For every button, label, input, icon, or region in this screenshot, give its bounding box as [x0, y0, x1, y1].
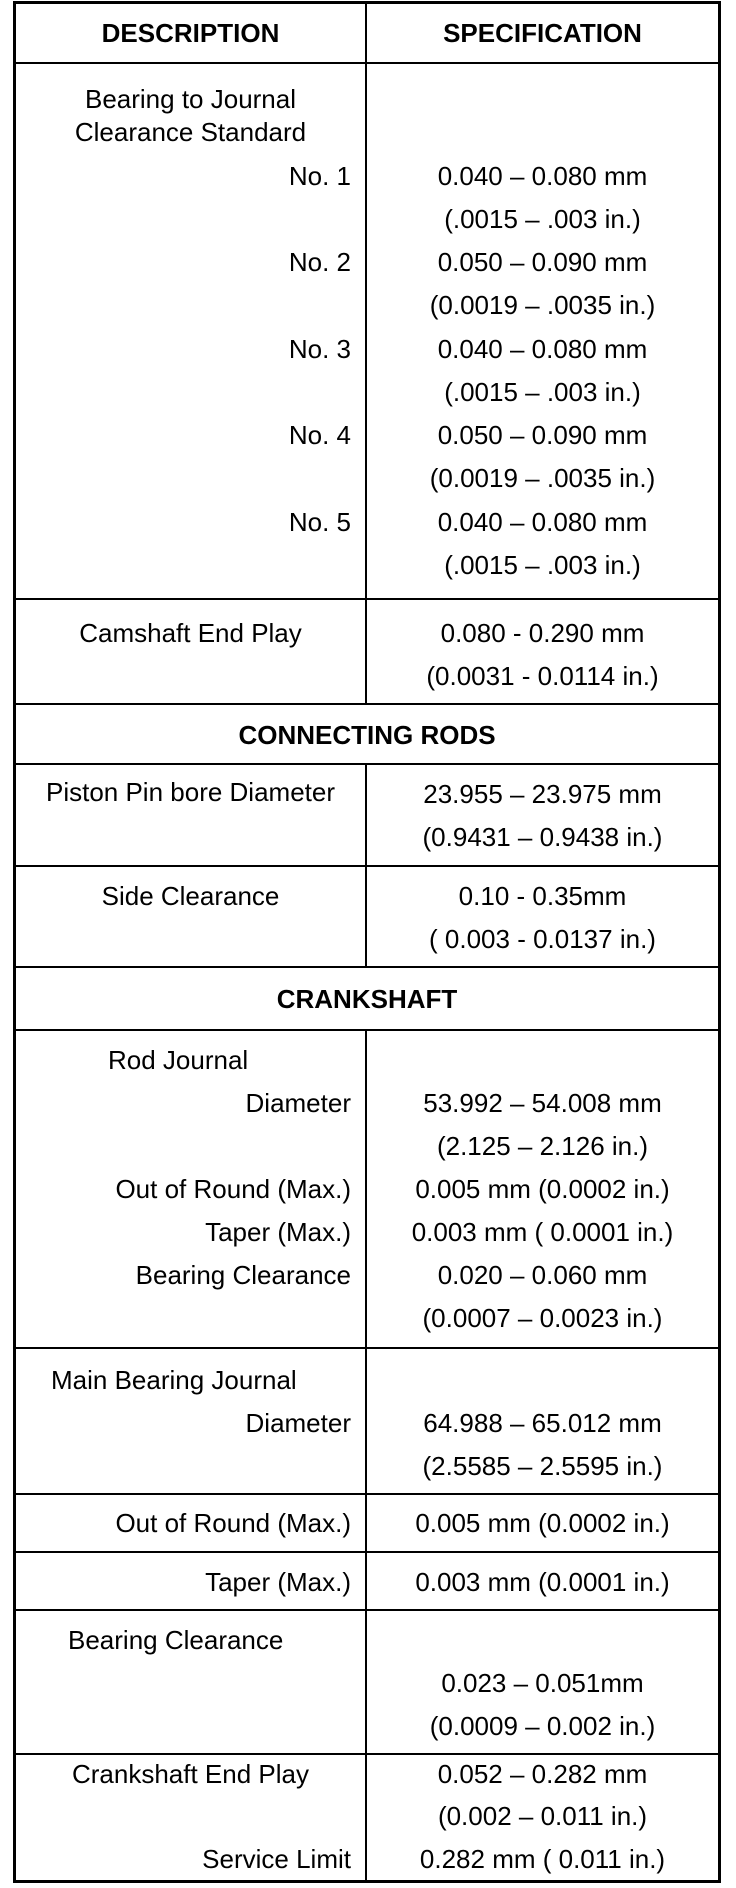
- header-row: [16, 4, 718, 64]
- journal-5-inch: (.0015 – .003 in.): [444, 550, 641, 580]
- side-clearance-row: [16, 867, 718, 968]
- out-of-round-desc-cell: [16, 1495, 367, 1551]
- side-clearance-label: Side Clearance: [101, 881, 280, 911]
- taper-spec-cell: [367, 1553, 718, 1609]
- bearing-clearance-title-line2: Clearance Standard: [74, 117, 307, 147]
- journal-2-inch: (0.0019 – .0035 in.): [429, 290, 656, 320]
- camshaft-end-play-desc-cell: [16, 600, 367, 703]
- camshaft-end-play-row: [16, 600, 718, 705]
- main-journal-diameter-inch: (2.5585 – 2.5595 in.): [422, 1451, 663, 1481]
- bearing-clearance-row: [16, 64, 718, 600]
- piston-pin-row: [16, 765, 718, 867]
- service-limit-label: Service Limit: [202, 1844, 351, 1874]
- camshaft-end-play-inch: (0.0031 - 0.0114 in.): [426, 661, 659, 691]
- taper-value: 0.003 mm (0.0001 in.): [415, 1567, 670, 1597]
- rod-journal-bearing-clearance-label: Bearing Clearance: [135, 1260, 351, 1290]
- camshaft-end-play-mm: 0.080 - 0.290 mm: [440, 618, 645, 648]
- journal-3-mm: 0.040 – 0.080 mm: [437, 334, 648, 364]
- main-journal-desc-cell: [16, 1349, 367, 1493]
- out-of-round-spec-cell: [367, 1495, 718, 1551]
- rod-journal-out-of-round-value: 0.005 mm (0.0002 in.): [415, 1174, 670, 1204]
- journal-4-inch: (0.0019 – .0035 in.): [429, 463, 656, 493]
- service-limit-value: 0.282 mm ( 0.011 in.): [419, 1844, 666, 1874]
- main-journal-label: Main Bearing Journal: [51, 1365, 297, 1395]
- taper-desc-cell: [16, 1553, 367, 1609]
- main-journal-diameter-label: Diameter: [245, 1408, 351, 1438]
- piston-pin-label: Piston Pin bore Diameter: [45, 777, 336, 807]
- piston-pin-spec-cell: [367, 765, 718, 865]
- crankshaft-title: CRANKSHAFT: [276, 984, 458, 1014]
- connecting-rods-section-row: [16, 705, 718, 765]
- crank-bearing-clearance-row: [16, 1611, 718, 1755]
- rod-journal-label: Rod Journal: [108, 1045, 249, 1075]
- crank-end-play-row: [16, 1755, 718, 1883]
- camshaft-end-play-spec-cell: [367, 600, 718, 703]
- rod-journal-taper-label: Taper (Max.): [205, 1217, 351, 1247]
- crank-end-play-inch: (0.002 – 0.011 in.): [437, 1801, 648, 1831]
- journal-2-mm: 0.050 – 0.090 mm: [437, 247, 648, 277]
- header-specification: SPECIFICATION: [443, 18, 642, 48]
- out-of-round-value: 0.005 mm (0.0002 in.): [415, 1508, 670, 1538]
- rod-journal-taper-value: 0.003 mm ( 0.0001 in.): [411, 1217, 674, 1247]
- crank-bearing-clearance-label: Bearing Clearance: [68, 1625, 284, 1655]
- bearing-clearance-desc-cell: [16, 64, 367, 598]
- journal-3-inch: (.0015 – .003 in.): [444, 377, 641, 407]
- taper-row: [16, 1553, 718, 1611]
- connecting-rods-title: CONNECTING RODS: [238, 720, 496, 750]
- out-of-round-row: [16, 1495, 718, 1553]
- rod-journal-bearing-clearance-mm: 0.020 – 0.060 mm: [437, 1260, 648, 1290]
- crank-bearing-clearance-spec-cell: [367, 1611, 718, 1753]
- journal-1-label: No. 1: [288, 161, 351, 191]
- journal-2-label: No. 2: [288, 247, 351, 277]
- piston-pin-desc-cell: [16, 765, 367, 865]
- journal-4-mm: 0.050 – 0.090 mm: [437, 420, 648, 450]
- side-clearance-mm: 0.10 - 0.35mm: [458, 881, 627, 911]
- rod-journal-diameter-inch: (2.125 – 2.126 in.): [436, 1131, 649, 1161]
- crank-bearing-clearance-desc-cell: [16, 1611, 367, 1753]
- journal-5-mm: 0.040 – 0.080 mm: [437, 507, 648, 537]
- side-clearance-spec-cell: [367, 867, 718, 966]
- piston-pin-inch: (0.9431 – 0.9438 in.): [422, 822, 663, 852]
- crank-end-play-label: Crankshaft End Play: [71, 1759, 309, 1789]
- journal-1-mm: 0.040 – 0.080 mm: [437, 161, 648, 191]
- crank-bearing-clearance-inch: (0.0009 – 0.002 in.): [429, 1711, 656, 1741]
- rod-journal-spec-cell: [367, 1031, 718, 1347]
- journal-4-label: No. 4: [288, 420, 351, 450]
- side-clearance-desc-cell: [16, 867, 367, 966]
- main-journal-row: [16, 1349, 718, 1495]
- header-specification-cell: [367, 4, 718, 62]
- connecting-rods-section-cell: [16, 705, 718, 763]
- header-description-cell: [16, 4, 367, 62]
- camshaft-end-play-label: Camshaft End Play: [79, 618, 302, 648]
- rod-journal-row: [16, 1031, 718, 1349]
- crankshaft-section-row: [16, 968, 718, 1031]
- crank-end-play-mm: 0.052 – 0.282 mm: [437, 1759, 648, 1789]
- crankshaft-section-cell: [16, 968, 718, 1029]
- rod-journal-out-of-round-label: Out of Round (Max.): [115, 1174, 351, 1204]
- journal-3-label: No. 3: [288, 334, 351, 364]
- header-description: DESCRIPTION: [101, 18, 280, 48]
- main-journal-diameter-mm: 64.988 – 65.012 mm: [423, 1408, 662, 1438]
- crank-end-play-spec-cell: [367, 1755, 718, 1883]
- rod-journal-bearing-clearance-inch: (0.0007 – 0.0023 in.): [422, 1303, 663, 1333]
- piston-pin-mm: 23.955 – 23.975 mm: [423, 779, 662, 809]
- bearing-clearance-spec-cell: [367, 64, 718, 598]
- spec-table: [13, 1, 721, 1883]
- rod-journal-diameter-mm: 53.992 – 54.008 mm: [423, 1088, 662, 1118]
- journal-1-inch: (.0015 – .003 in.): [444, 204, 641, 234]
- out-of-round-label: Out of Round (Max.): [115, 1508, 351, 1538]
- rod-journal-diameter-label: Diameter: [245, 1088, 351, 1118]
- crank-bearing-clearance-mm: 0.023 – 0.051mm: [441, 1668, 644, 1698]
- main-journal-spec-cell: [367, 1349, 718, 1493]
- rod-journal-desc-cell: [16, 1031, 367, 1347]
- journal-5-label: No. 5: [288, 507, 351, 537]
- side-clearance-inch: ( 0.003 - 0.0137 in.): [429, 924, 656, 954]
- bearing-clearance-title-line1: Bearing to Journal: [84, 84, 297, 114]
- crank-end-play-desc-cell: [16, 1755, 367, 1883]
- taper-label: Taper (Max.): [205, 1567, 351, 1597]
